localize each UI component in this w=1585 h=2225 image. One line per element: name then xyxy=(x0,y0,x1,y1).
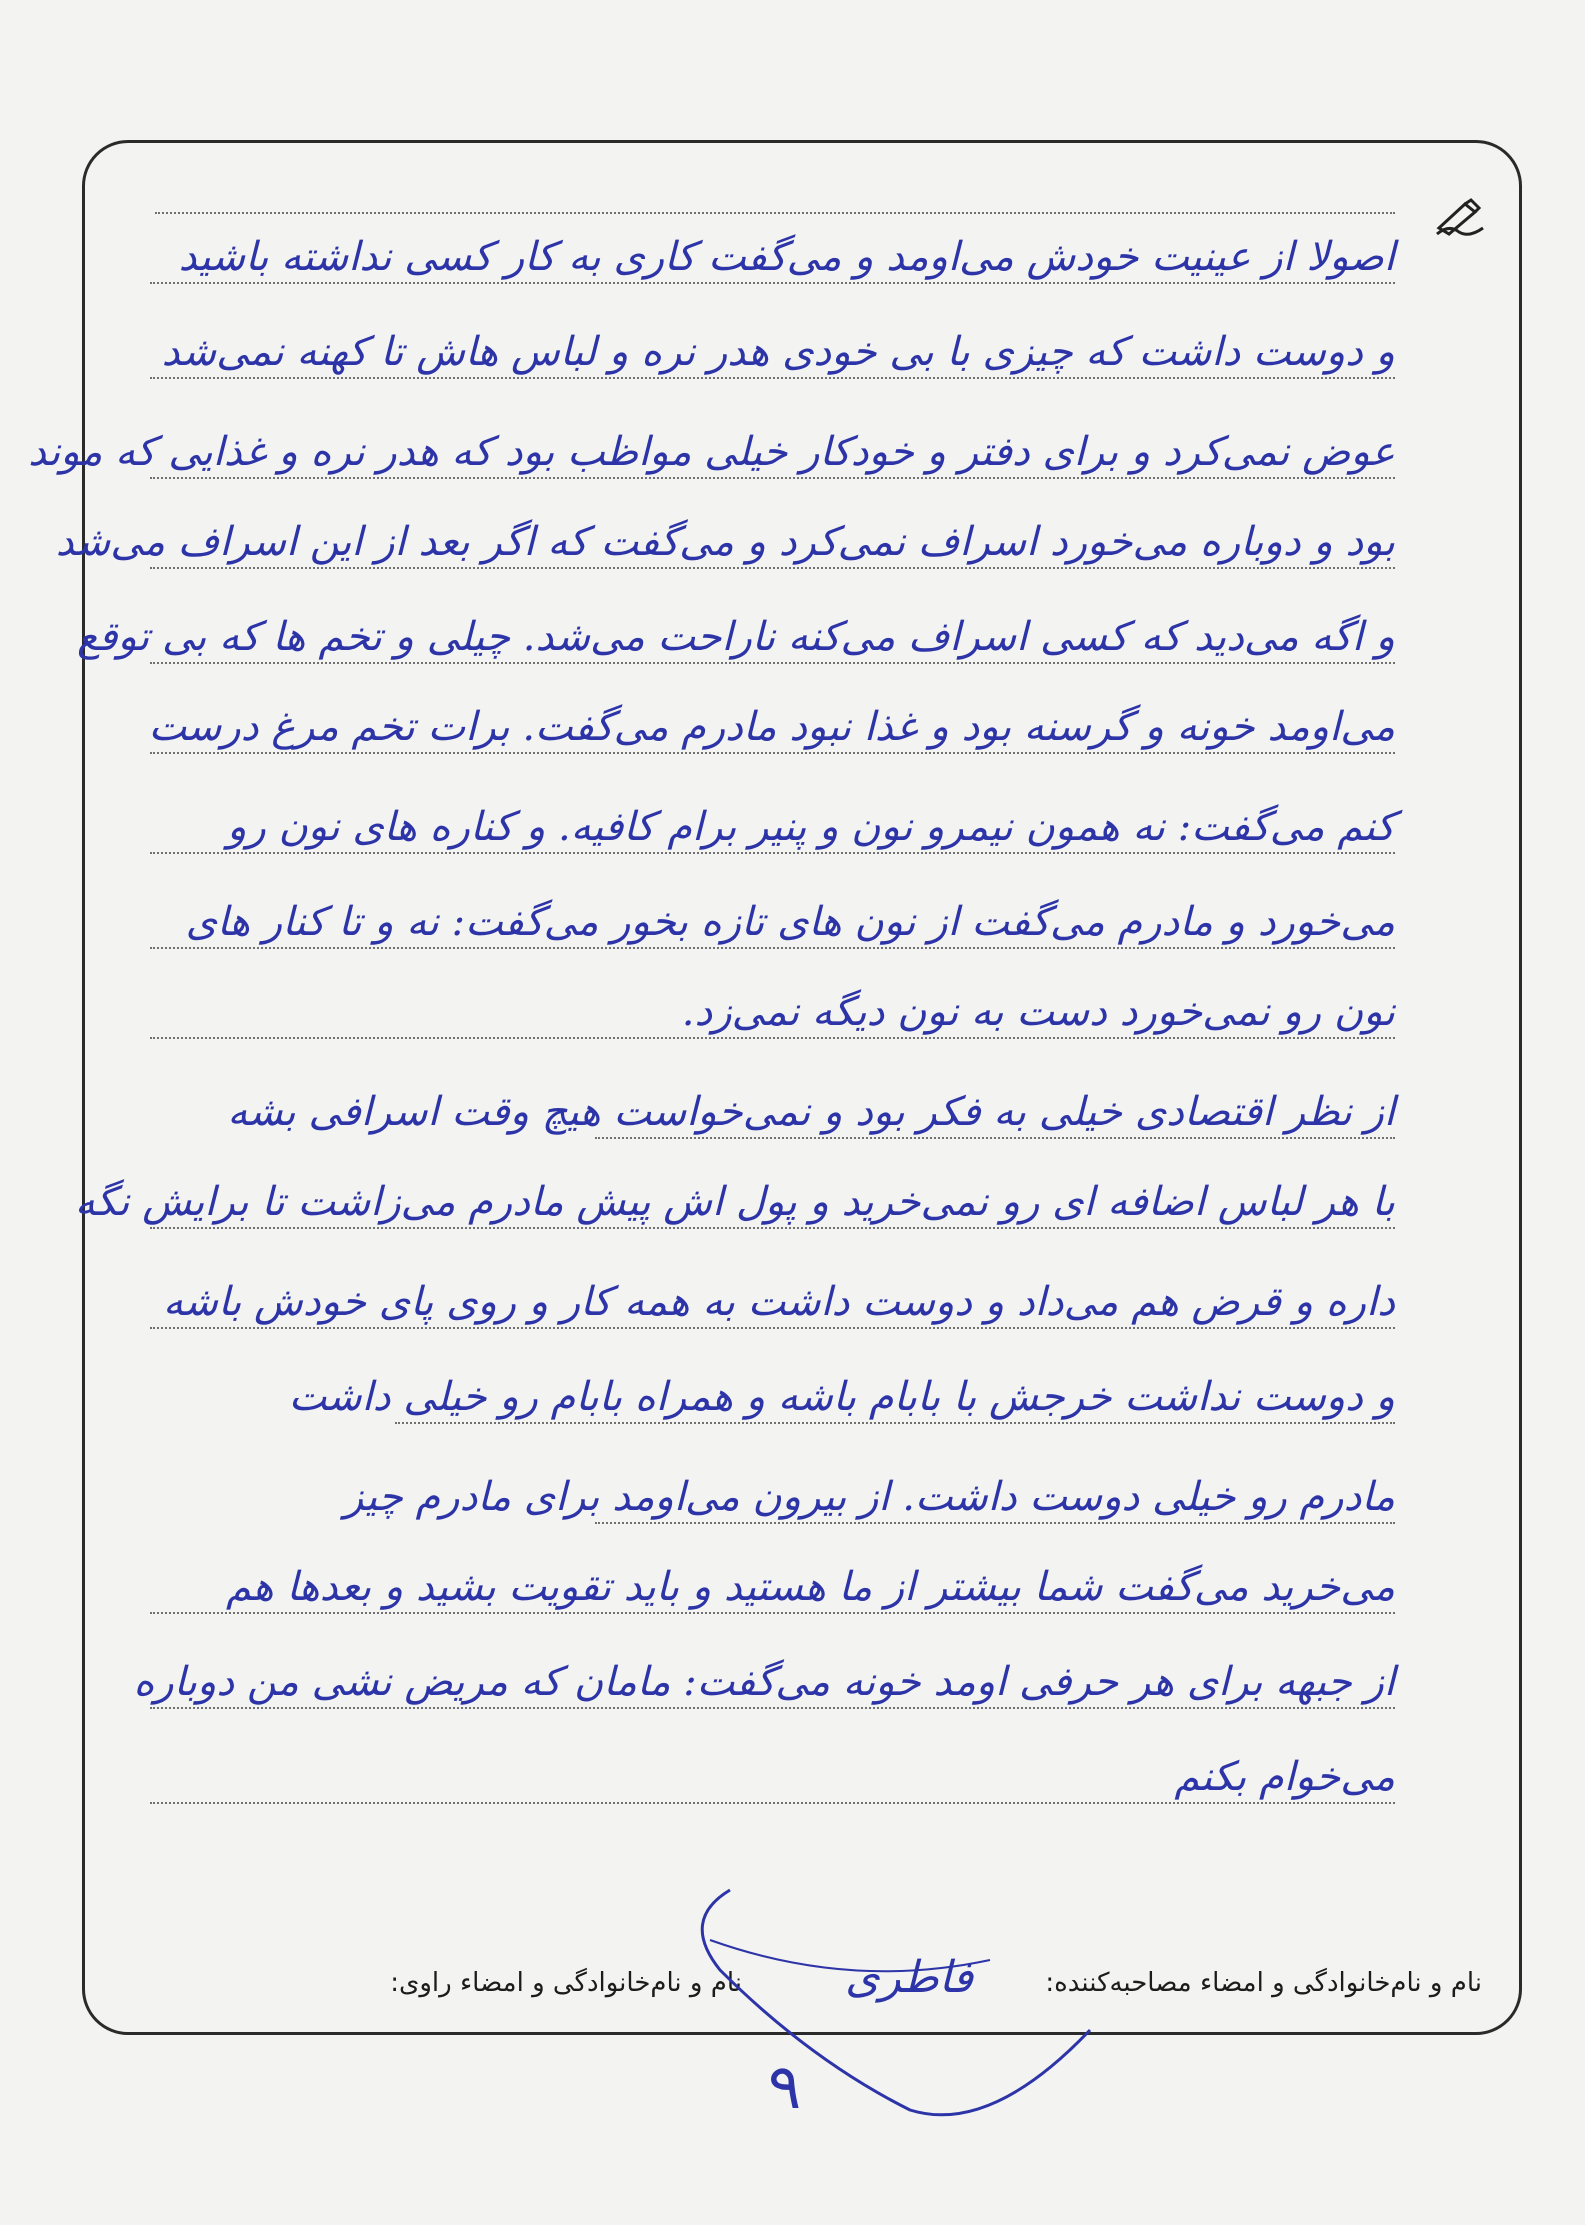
ruled-line xyxy=(150,1707,1395,1709)
handwritten-line: با هر لباس اضافه ای رو نمی‌خرید و پول اش پیش مادرم می‌زاشت تا برایش نگه xyxy=(74,1179,1395,1225)
ruled-line xyxy=(150,1802,1395,1804)
handwritten-line: اصولا از عینیت خودش می‌اومد و می‌گفت کاری به کار کسی نداشته باشید xyxy=(178,234,1395,280)
ruled-line xyxy=(155,212,1395,214)
ruled-line xyxy=(150,1227,1395,1229)
handwritten-line: مادرم رو خیلی دوست داشت. از بیرون می‌اومد برای مادرم چیز xyxy=(343,1474,1395,1520)
interviewer-label: نام و نام‌خانوادگی و امضاء مصاحبه‌کننده: xyxy=(1045,1968,1482,1998)
ruled-line xyxy=(150,1327,1395,1329)
handwritten-line: می‌خرید می‌گفت شما بیشتر از ما هستید و باید تقویت بشید و بعدها هم xyxy=(226,1564,1395,1610)
handwritten-line: عوض نمی‌کرد و برای دفتر و خودکار خیلی مواظب بود که هدر نره و غذایی که موند xyxy=(28,429,1395,475)
handwritten-line: می‌خورد و مادرم می‌گفت از نون های تازه بخور می‌گفت: نه و تا کنار های xyxy=(185,899,1395,945)
handwritten-line: از نظر اقتصادی خیلی به فکر بود و نمی‌خواست هیچ وقت اسرافی بشه xyxy=(227,1089,1395,1135)
ruled-line xyxy=(150,1612,1395,1614)
handwritten-line: و دوست داشت که چیزی با بی خودی هدر نره و لباس هاش تا کهنه نمی‌شد xyxy=(161,329,1395,375)
narrator-label: نام و نام‌خانوادگی و امضاء راوی: xyxy=(390,1968,742,1998)
ruled-line xyxy=(150,567,1395,569)
handwritten-line: نون رو نمی‌خورد دست به نون دیگه نمی‌زد. xyxy=(681,989,1395,1035)
interviewer-signature-name: فاطری xyxy=(845,1952,974,2003)
signature-scribble xyxy=(690,1880,1110,2140)
ruled-line xyxy=(150,852,1395,854)
ruled-line xyxy=(595,1137,1395,1139)
ruled-line xyxy=(150,947,1395,949)
handwritten-line: می‌اومد خونه و گرسنه بود و غذا نبود مادرم می‌گفت. برات تخم مرغ درست xyxy=(148,704,1395,750)
ruled-line xyxy=(395,1422,1395,1424)
handwritten-line: داره و قرض هم می‌داد و دوست داشت به همه کار و روی پای خودش باشه xyxy=(163,1279,1395,1325)
handwritten-line: می‌خوام بکنم xyxy=(1174,1754,1395,1800)
handwritten-line: بود و دوباره می‌خورد اسراف نمی‌کرد و می‌گفت که اگر بعد از این اسراف می‌شد xyxy=(55,519,1395,565)
page-number: ۹ xyxy=(768,2050,802,2123)
ruled-line xyxy=(150,752,1395,754)
ruled-line xyxy=(150,662,1395,664)
ruled-line xyxy=(150,1037,1395,1039)
ruled-line xyxy=(595,1522,1395,1524)
pen-hand-icon xyxy=(1435,198,1487,238)
ruled-line xyxy=(150,477,1395,479)
ruled-line xyxy=(150,282,1395,284)
handwritten-line: کنم می‌گفت: نه همون نیمرو نون و پنیر برام کافیه. و کناره های نون رو xyxy=(227,804,1395,850)
handwritten-line: و دوست نداشت خرجش با بابام باشه و همراه بابام رو خیلی داشت xyxy=(288,1374,1395,1420)
handwritten-line: و اگه می‌دید که کسی اسراف می‌کنه ناراحت می‌شد. چیلی و تخم ها که بی توقع xyxy=(77,614,1395,660)
handwritten-line: از جبهه برای هر حرفی اومد خونه می‌گفت: مامان که مریض نشی من دوباره xyxy=(133,1659,1395,1705)
ruled-line xyxy=(150,377,1395,379)
